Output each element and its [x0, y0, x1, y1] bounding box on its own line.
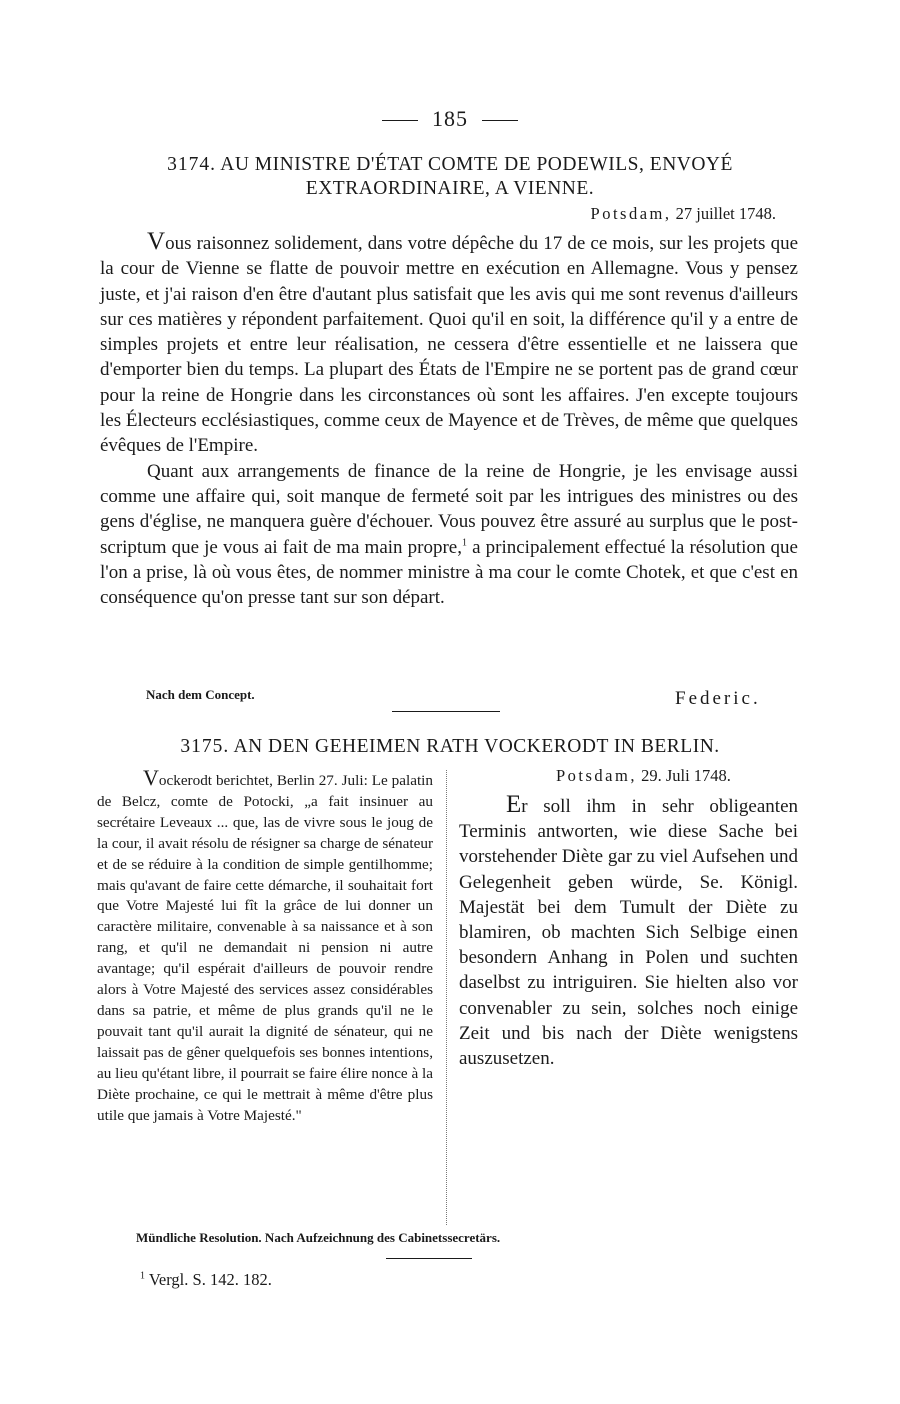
report-initial: V	[143, 765, 159, 790]
letter-heading-3174	[100, 153, 800, 201]
page-number-dash-right	[482, 120, 518, 121]
footnote-divider	[386, 1258, 472, 1259]
column-divider	[446, 770, 447, 1225]
signature: Federic.	[675, 688, 761, 709]
paragraph-2	[100, 459, 798, 611]
footnote-text: Vergl. S. 142. 182.	[148, 1270, 272, 1289]
footnote-mark: 1	[140, 1270, 145, 1282]
page-number-value: 185	[432, 106, 468, 131]
dateline-place: Potsdam,	[590, 204, 672, 223]
paragraph-2-text-a: Quant aux arrangements de finance de la reine de Hongrie, je les envisage aussi comme une affaire qui, soit manque de fermeté soit par les intrigues des ministres ou des gens d'église, ne manquera guère d'échouer. Vous pouvez être assuré au surplus que le post-scriptum que je vous ai fait de ma main propre,	[100, 460, 798, 558]
paragraph-1	[100, 229, 798, 459]
drop-initial: V	[147, 228, 166, 255]
paragraph-2-text-b: a principalement effectué la résolution que l'on a prise, là où vous êtes, de nommer ministre à ma cour le comte Chotek, et que c'est en conséquence qu'on presse tant sur son départ.	[100, 536, 798, 609]
heading-line-2: EXTRAORDINAIRE, A VIENNE.	[305, 178, 595, 199]
letter-body-3174	[100, 229, 798, 610]
heading-number-3175: 3175.	[180, 736, 230, 757]
section-divider	[392, 711, 500, 712]
paragraph-1-text: ous raisonnez solidement, dans votre dépêche du 17 de ce mois, sur les projets que la cour de Vienne se flatte de pouvoir mettre en exécution en Allemagne. Vous y pensez juste, et j'ai raison d'en être d'autant plus satisfait que les avis qui me sont revenus d'ailleurs sur ces matières y répondent parfaitement. Quoi qu'il en soit, la différence qu'il y a entre de simples projets et entre leur réalisation, ne cessera d'être essentielle et ne laissera que d'emporter bien du temps. La plupart des États de l'Empire ne se portent pas de grand cœur pour la reine de Hongrie dans les circonstances où sont les affaires. J'en excepte toujours les Électeurs ecclésiastiques, comme ceux de Mayence et de Trèves, de même que quelques évêques de l'Empire.	[100, 233, 798, 457]
heading-text-1: AU MINISTRE D'ÉTAT COMTE DE PODEWILS, ENVOYÉ	[220, 154, 733, 175]
dateline-3174	[591, 204, 776, 224]
heading-line-1	[100, 153, 800, 177]
heading-text-3175: AN DEN GEHEIMEN RATH VOCKERODT IN BERLIN.	[233, 736, 720, 757]
source-note-3175: Mündliche Resolution. Nach Aufzeichnung des Cabinetssecretärs.	[136, 1230, 501, 1245]
dateline-place-3175: Potsdam,	[556, 766, 637, 785]
resolution-column	[459, 792, 798, 1071]
dateline-3175	[556, 766, 731, 786]
heading-number: 3174.	[167, 154, 216, 175]
report-paragraph	[97, 765, 433, 1126]
source-note-3174: Nach dem Concept.	[146, 687, 255, 702]
resolution-initial: E	[506, 791, 522, 818]
page-number	[0, 106, 900, 132]
page-number-dash-left	[382, 120, 418, 121]
resolution-paragraph	[459, 792, 798, 1071]
letter-heading-3175	[100, 735, 800, 759]
footnote-reference: 1	[462, 537, 467, 549]
dateline-date-3175: 29. Juli 1748.	[641, 766, 731, 785]
footnote	[140, 1270, 272, 1290]
report-text: ockerodt berichtet, Berlin 27. Juli: Le palatin de Belcz, comte de Potocki, „a fait insinuer au secrétaire Leveaux ... que, las de vivre sous le joug de la cour, il avait résolu de résigner sa charge de sénateur et de se réduire à la condition de simple gentilhomme; mais qu'avant de faire cette démarche, il souhaitait fort que Votre Majesté lui fît la grâce de lui donner un caractère militaire, convenable à sa naissance et à son rang, et qu'il ne demandait ni pension ni autre avantage; qu'il espérait d'ailleurs de pouvoir rendre alors à Votre Majesté des services assez considérables dans sa patrie, et même de plus grands qu'il ne le pouvait tant qu'il aurait la dignité de sénateur, qui ne laissait pas de gêner quelquefois ses bonnes intentions, au lieu qu'étant libre, il pourrait se faire élire nonce à la Diète prochaine, ce qui le mettrait à même d'être plus utile que jamais à Votre Majesté."	[97, 772, 433, 1124]
resolution-text: r soll ihm in sehr obligeanten Terminis antworten, wie diese Sache bei vorstehender Diète gar zu viel Aufsehen und Gelegenheit geben würde, Se. Königl. Majestät bei dem Tumult der Diète zu blamiren, ob machten Sich Selbige einen besondern Anhang in Polen und suchten daselbst zu intriguiren. Sie hielten also vor convenabler zu sein, solches noch einige Zeit und bis nach der Diète wenigstens auszusetzen.	[459, 796, 798, 1070]
report-column	[97, 765, 433, 1126]
dateline-date: 27 juillet 1748.	[675, 204, 776, 223]
